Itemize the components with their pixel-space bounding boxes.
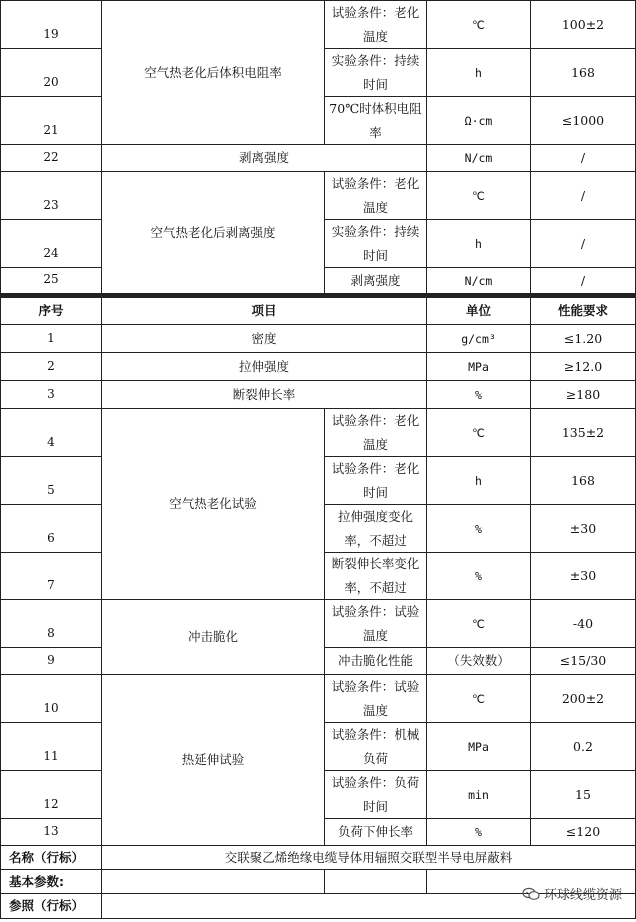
row-13-value: ≤120 xyxy=(530,818,636,846)
row-10-cond: 试验条件：试验温度 xyxy=(324,674,427,723)
row-22-value: / xyxy=(530,144,636,172)
row-21-value: ≤1000 xyxy=(530,96,636,145)
row-5-value: 168 xyxy=(530,456,636,505)
row-11-value: 0.2 xyxy=(530,722,636,771)
row-1-unit: g/cm³ xyxy=(426,324,531,353)
group-peel-strength: 空气热老化后剥离强度 xyxy=(101,171,325,294)
row-20-unit: h xyxy=(426,48,531,97)
row-4-cond: 试验条件：老化温度 xyxy=(324,408,427,457)
row-2-item: 拉伸强度 xyxy=(101,352,427,381)
row-19-no: 19 xyxy=(0,0,102,49)
watermark xyxy=(522,884,622,903)
row-20-no: 20 xyxy=(0,48,102,97)
row-4-unit: ℃ xyxy=(426,408,531,457)
row-4-no: 4 xyxy=(0,408,102,457)
row-25-value: / xyxy=(530,267,636,294)
row-7-cond: 断裂伸长率变化率，不超过 xyxy=(324,552,427,600)
row-23-unit: ℃ xyxy=(426,171,531,220)
row-24-cond: 实验条件：持续时间 xyxy=(324,219,427,268)
row-12-value: 15 xyxy=(530,770,636,819)
row-23-value: / xyxy=(530,171,636,220)
row-2-value: ≥12.0 xyxy=(530,352,636,381)
row-13-unit: % xyxy=(426,818,531,846)
row-9-cond: 冲击脆化性能 xyxy=(324,647,427,675)
row-7-no: 7 xyxy=(0,552,102,600)
row-23-cond: 试验条件：老化温度 xyxy=(324,171,427,220)
row-24-no: 24 xyxy=(0,219,102,268)
row-12-no: 12 xyxy=(0,770,102,819)
row-20-cond: 实验条件：持续时间 xyxy=(324,48,427,97)
row-12-cond: 试验条件：负荷时间 xyxy=(324,770,427,819)
row-5-unit: h xyxy=(426,456,531,505)
row-8-cond: 试验条件：试验温度 xyxy=(324,599,427,648)
row-6-cond: 拉伸强度变化率，不超过 xyxy=(324,504,427,553)
row-25-no: 25 xyxy=(0,267,102,294)
row-24-value: / xyxy=(530,219,636,268)
row-3-unit: % xyxy=(426,380,531,409)
row-7-value: ±30 xyxy=(530,552,636,600)
row-9-no: 9 xyxy=(0,647,102,675)
name-label: 名称（行标） xyxy=(0,845,102,870)
row-3-value: ≥180 xyxy=(530,380,636,409)
row-8-unit: ℃ xyxy=(426,599,531,648)
row-9-value: ≤15/30 xyxy=(530,647,636,675)
group-volume-resistivity: 空气热老化后体积电阻率 xyxy=(101,0,325,145)
row-12-unit: min xyxy=(426,770,531,819)
row-3-item: 断裂伸长率 xyxy=(101,380,427,409)
row-7-unit: % xyxy=(426,552,531,600)
group-air-aging: 空气热老化试验 xyxy=(101,408,325,600)
row-19-cond: 试验条件：老化温度 xyxy=(324,0,427,49)
params-cell-2 xyxy=(324,869,427,894)
watermark-text: 环球线缆资源 xyxy=(543,888,622,903)
reference-label: 参照（行标） xyxy=(0,893,102,919)
row-19-unit: ℃ xyxy=(426,0,531,49)
row-22-unit: N/cm xyxy=(426,144,531,172)
header-requirement: 性能要求 xyxy=(530,297,636,325)
row-13-cond: 负荷下伸长率 xyxy=(324,818,427,846)
row-6-no: 6 xyxy=(0,504,102,553)
group-impact-brittleness: 冲击脆化 xyxy=(101,599,325,675)
row-10-value: 200±2 xyxy=(530,674,636,723)
row-6-unit: % xyxy=(426,504,531,553)
row-21-cond: 70℃时体积电阻率 xyxy=(324,96,427,145)
row-22-item: 剥离强度 xyxy=(101,144,427,172)
row-6-value: ±30 xyxy=(530,504,636,553)
name-value: 交联聚乙烯绝缘电缆导体用辐照交联型半导电屏蔽料 xyxy=(101,845,636,870)
row-22-no: 22 xyxy=(0,144,102,172)
row-11-unit: MPa xyxy=(426,722,531,771)
row-5-no: 5 xyxy=(0,456,102,505)
row-9-unit: （失效数） xyxy=(426,647,531,675)
header-item: 项目 xyxy=(101,297,427,325)
row-13-no: 13 xyxy=(0,818,102,846)
header-unit: 单位 xyxy=(426,297,531,325)
row-1-value: ≤1.20 xyxy=(530,324,636,353)
row-4-value: 135±2 xyxy=(530,408,636,457)
row-25-cond: 剥离强度 xyxy=(324,267,427,294)
params-cell-1 xyxy=(101,869,325,894)
row-25-unit: N/cm xyxy=(426,267,531,294)
row-1-no: 1 xyxy=(0,324,102,353)
row-8-no: 8 xyxy=(0,599,102,648)
wechat-icon xyxy=(522,887,540,901)
row-11-cond: 试验条件：机械负荷 xyxy=(324,722,427,771)
row-23-no: 23 xyxy=(0,171,102,220)
row-10-unit: ℃ xyxy=(426,674,531,723)
row-10-no: 10 xyxy=(0,674,102,723)
row-20-value: 168 xyxy=(530,48,636,97)
row-1-item: 密度 xyxy=(101,324,427,353)
row-24-unit: h xyxy=(426,219,531,268)
row-8-value: -40 xyxy=(530,599,636,648)
row-2-unit: MPa xyxy=(426,352,531,381)
row-19-value: 100±2 xyxy=(530,0,636,49)
group-hot-set: 热延伸试验 xyxy=(101,674,325,846)
row-5-cond: 试验条件：老化时间 xyxy=(324,456,427,505)
row-2-no: 2 xyxy=(0,352,102,381)
row-21-no: 21 xyxy=(0,96,102,145)
header-no: 序号 xyxy=(0,297,102,325)
row-3-no: 3 xyxy=(0,380,102,409)
row-21-unit: Ω·cm xyxy=(426,96,531,145)
row-11-no: 11 xyxy=(0,722,102,771)
params-label: 基本参数: xyxy=(0,869,102,894)
